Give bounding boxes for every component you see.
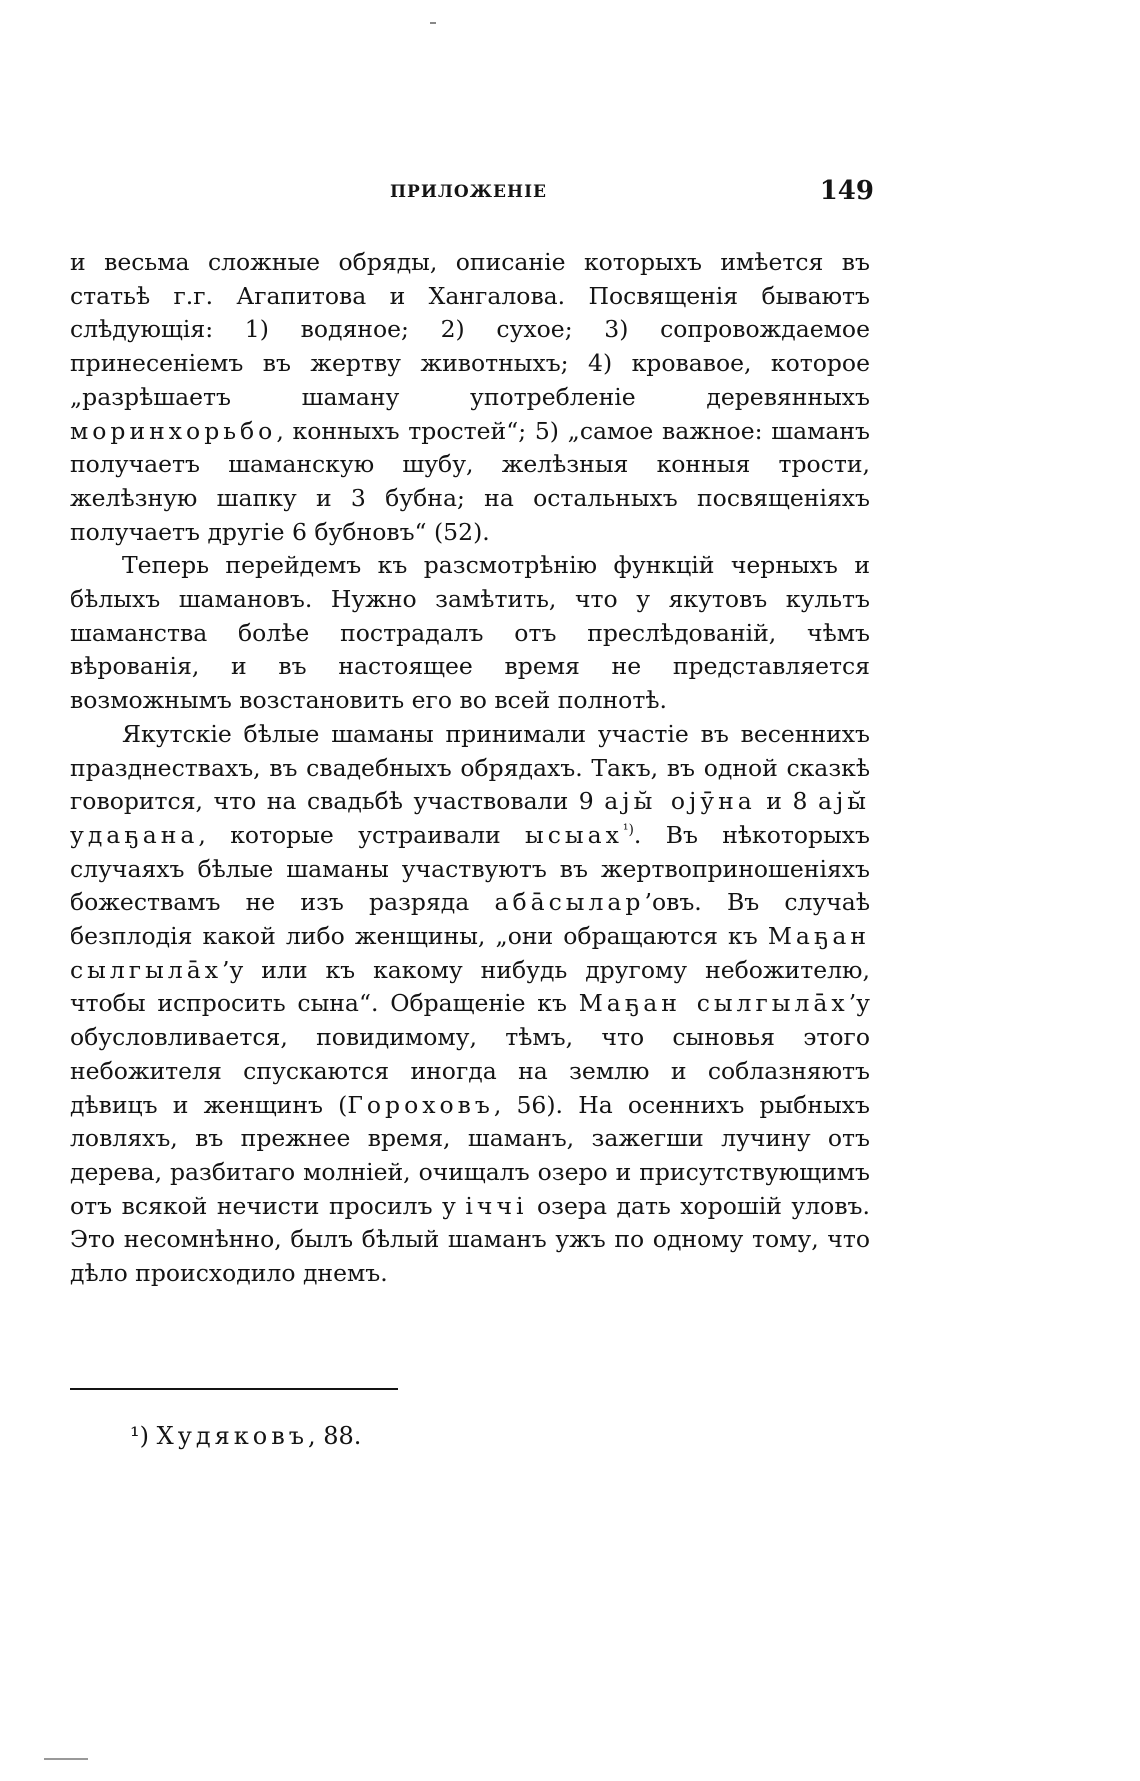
text-run: , которые устраивали [198, 820, 525, 849]
text-run: Теперь перейдемъ къ разсмотрѣнію функцій черныхъ и бѣлыхъ шамановъ. Нужно замѣтить, что у якутовъ культъ шаманства болѣе пострадалъ отъ преслѣдованій, чѣмъ вѣрованія, и въ настоящее время не представляется возможнымъ возстановить его во всей полнотѣ. [70, 551, 870, 715]
text-run: Якутскіе бѣлые шаманы принимали участіе въ весеннихъ празднествахъ, въ свадебныхъ обрядахъ. Такъ, въ одной сказкѣ говорится, что на свадьбѣ участвовали 9 [70, 719, 870, 816]
text-run: , 56). На осеннихъ рыбныхъ ловляхъ, въ прежнее время, шаманъ, зажегши лучину отъ дерева, разбитаго молніей, очищалъ озеро и присутствующимъ отъ всякой нечисти просилъ у [70, 1090, 870, 1220]
footnote-reference: , 88. [307, 1422, 362, 1450]
text-run: ’у или къ какому нибудь другому небожителю, чтобы испросить сына“. Обращеніе къ [70, 955, 870, 1018]
footnote-mark: ¹) [130, 1422, 149, 1450]
paragraph-2 [70, 549, 870, 718]
spaced-term: абāсылар [494, 888, 645, 917]
spaced-term: моринхорьбо [70, 416, 277, 445]
spaced-term: іччі [465, 1191, 528, 1220]
text-run: озера дать хорошій уловъ. Это несомнѣнно, былъ бѣлый шаманъ ужъ по одному тому, что дѣло происходило днемъ. [70, 1191, 870, 1288]
page-number: 149 [819, 176, 874, 206]
spaced-term: аjы̆ удаҕана [70, 787, 871, 849]
paragraph-1 [70, 246, 870, 549]
body-text [70, 246, 870, 1291]
paragraph-3 [70, 718, 870, 1291]
running-title: ПРИЛОЖЕНІЕ [390, 182, 547, 202]
text-run: ’овъ. Въ случаѣ безплодія какой либо женщины, „они обращаются къ [70, 888, 870, 951]
footnote-reference-mark: ¹) [622, 822, 634, 839]
spaced-term: Маҕан сылгылāх [578, 989, 849, 1018]
spaced-term: Гороховъ [347, 1090, 494, 1119]
text-run: , конныхъ тростей“; 5) „самое важное: шаманъ получаетъ шаманскую шубу, желѣзныя конныя трости, желѣзную шапку и 3 бубна; на остальныхъ посвященіяхъ получаетъ другіе 6 бубновъ“ (52). [70, 416, 870, 546]
text-run: и весьма сложные обряды, описаніе которыхъ имѣется въ статьѣ г.г. Агапитова и Хангалова. Посвященія бываютъ слѣдующія: 1) водяное; 2) сухое; 3) сопровождаемое принесеніемъ въ жертву животныхъ; 4) кровавое, которое „разрѣшаетъ шаману употребленіе деревянныхъ [70, 248, 870, 411]
footnote [130, 1422, 361, 1450]
footnote-divider [70, 1388, 398, 1390]
text-run: ’у обусловливается, повидимому, тѣмъ, что сыновья этого небожителя спускаются иногда на землю и соблазняютъ дѣвицъ и женщинъ ( [70, 989, 870, 1119]
spaced-term: ысыах [525, 820, 623, 849]
footnote-author: Худяковъ [156, 1422, 308, 1450]
text-run: и 8 [755, 787, 818, 816]
text-run: . Въ нѣкоторыхъ случаяхъ бѣлые шаманы участвуютъ въ жертвоприношеніяхъ божествамъ не изъ разряда [70, 820, 870, 917]
spaced-term: Маҕан сылгылāх [70, 922, 870, 984]
scan-artifact-bottom [44, 1758, 88, 1760]
page-header [70, 176, 874, 208]
spaced-term: аjы̆ оjӯна [604, 787, 756, 816]
scan-artifact-top [430, 22, 436, 24]
